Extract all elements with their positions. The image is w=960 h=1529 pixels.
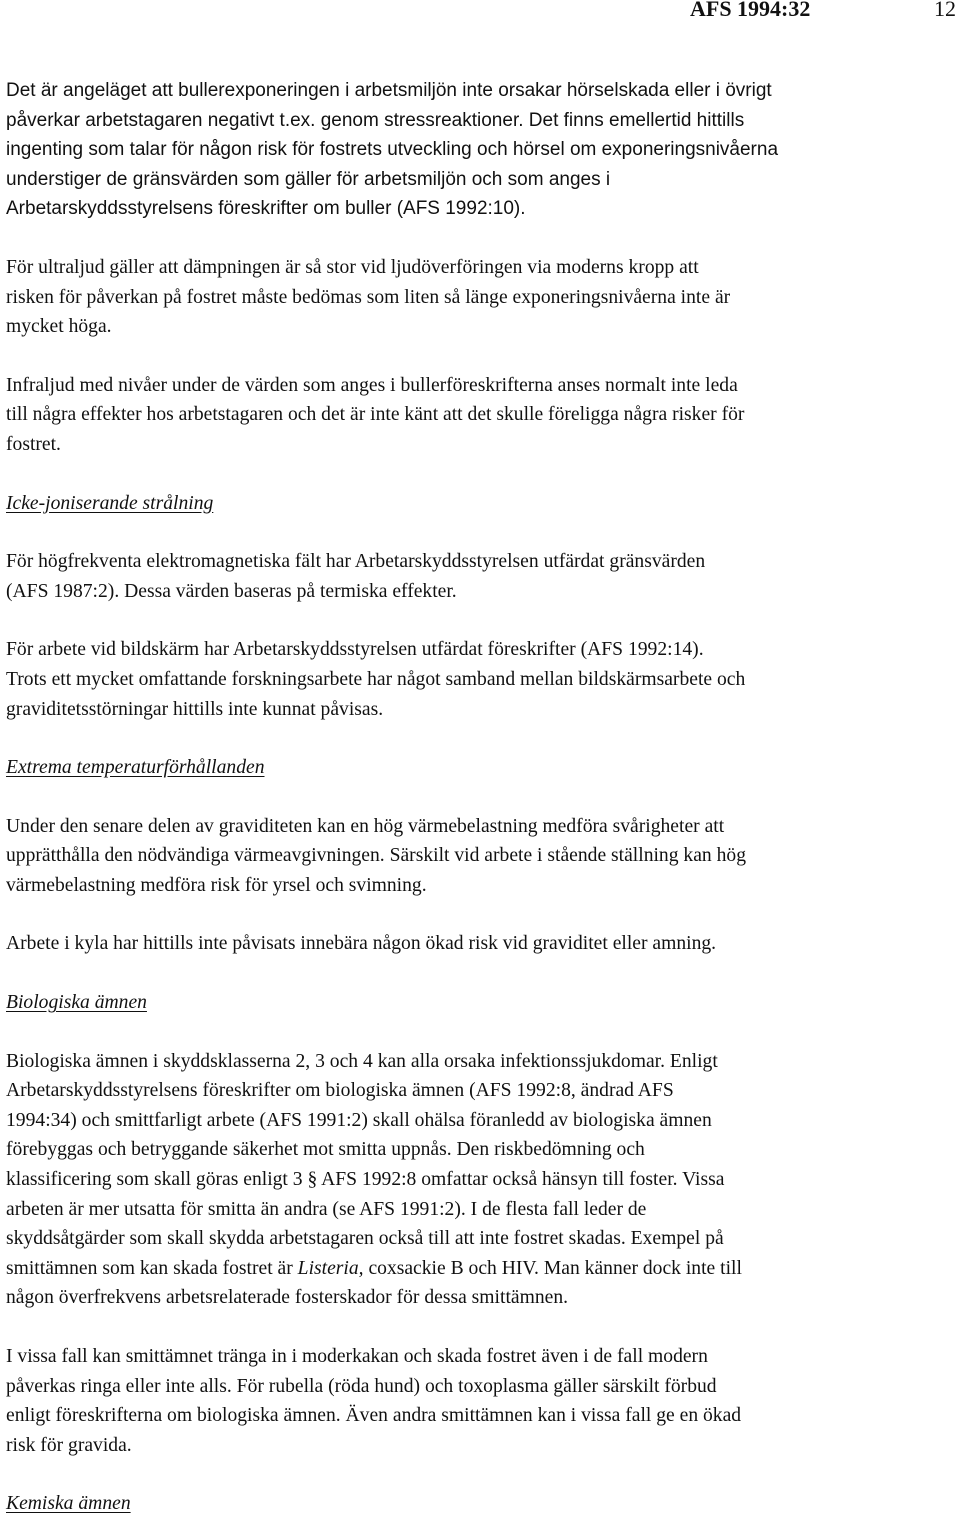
kyla-paragraph: [6, 929, 954, 959]
ultraljud-paragraph: [6, 253, 954, 342]
biologiska-line-3: 1994:34) och smittfarligt arbete (AFS 1991:2) skall ohälsa föranledd av biologiska ämnen: [6, 1109, 712, 1131]
intro-paragraph: [6, 76, 954, 224]
infraljud-line-1: Infraljud med nivåer under de värden som anges i bullerföreskrifterna anses normalt inte leda: [6, 374, 738, 396]
infraljud-paragraph: [6, 371, 954, 460]
intro-line-5: Arbetarskyddsstyrelsens föreskrifter om buller (AFS 1992:10).: [6, 198, 526, 220]
biologiska-paragraph: [6, 1047, 954, 1313]
moderkaka-line-2: påverkas ringa eller inte alls. För rubella (röda hund) och toxoplasma gäller särskilt förbud: [6, 1375, 717, 1397]
biologiska-line-8-start: smittämnen som kan skada fostret är: [6, 1257, 298, 1279]
varme-paragraph: [6, 812, 954, 901]
page-header: [0, 0, 960, 28]
intro-line-1: Det är angeläget att bullerexponeringen i arbetsmiljön inte orsakar hörselskada eller i övrigt: [6, 80, 772, 101]
bildskarm-paragraph: [6, 635, 954, 724]
intro-line-2: påverkar arbetstagaren negativt t.ex. genom stressreaktioner. Det finns emellertid hittills: [6, 109, 745, 131]
ultraljud-line-1: För ultraljud gäller att dämpningen är så stor vid ljudöverföringen via moderns kropp att: [6, 256, 699, 278]
hogfrekventa-line-2: (AFS 1987:2). Dessa värden baseras på termiska effekter.: [6, 580, 457, 602]
intro-line-4: understiger de gränsvärden som gäller för arbetsmiljön och som anges i: [6, 168, 611, 190]
varme-line-1: Under den senare delen av graviditeten kan en hög värmebelastning medföra svårigheter att: [6, 815, 725, 837]
section-heading-kemiska: Kemiska ämnen: [6, 1493, 131, 1515]
hogfrekventa-paragraph: [6, 547, 954, 606]
moderkaka-line-4: risk för gravida.: [6, 1434, 132, 1456]
moderkaka-line-3: enligt föreskrifterna om biologiska ämnen. Även andra smittämnen kan i vissa fall ge en ökad: [6, 1405, 742, 1427]
kyla-line-1: Arbete i kyla har hittills inte påvisats innebära någon ökad risk vid graviditet eller amning.: [6, 933, 717, 955]
biologiska-line-9: någon överfrekvens arbetsrelaterade fosterskador för dessa smittämnen.: [6, 1287, 569, 1309]
listeria-term: Listeria,: [297, 1257, 364, 1279]
biologiska-line-8-end: coxsackie B och HIV. Man känner dock inte till: [363, 1257, 742, 1279]
section-heading-temperatur: Extrema temperaturförhållanden: [6, 757, 265, 779]
intro-line-3: ingenting som talar för någon risk för fostrets utveckling och hörsel om exponeringsnivåerna: [6, 139, 779, 161]
biologiska-line-6: arbeten är mer utsatta för smitta än andra (se AFS 1991:2). I de flesta fall leder de: [6, 1198, 647, 1220]
biologiska-line-8: [6, 1254, 954, 1284]
infraljud-line-3: fostret.: [6, 433, 61, 455]
section-heading-icke-joniserande: Icke-joniserande strålning: [6, 492, 214, 514]
varme-line-2: upprätthålla den nödvändiga värmeavgivningen. Särskilt vid arbete i stående ställning kan hög: [6, 845, 747, 867]
bildskarm-line-3: graviditetsstörningar hittills inte kunnat påvisas.: [6, 698, 384, 720]
hogfrekventa-line-1: För högfrekventa elektromagnetiska fält har Arbetarskyddsstyrelsen utfärdat gränsvärden: [6, 551, 706, 573]
biologiska-line-4: förebyggas och betryggande säkerhet mot smitta uppnås. Den riskbedömning och: [6, 1139, 645, 1161]
biologiska-line-5: klassificering som skall göras enligt 3 § AFS 1992:8 omfattar också hänsyn till foster. Vissa: [6, 1169, 725, 1191]
document-reference: AFS 1994:32: [690, 0, 811, 21]
ultraljud-line-2: risken för påverkan på fostret måste bedömas som liten så länge exponeringsnivåerna inte är: [6, 286, 731, 308]
moderkaka-line-1: I vissa fall kan smittämnet tränga in i moderkakan och skada fostret även i de fall modern: [6, 1346, 708, 1367]
moderkaka-paragraph: [6, 1342, 954, 1460]
bildskarm-line-1: För arbete vid bildskärm har Arbetarskyddsstyrelsen utfärdat föreskrifter (AFS 1992:14).: [6, 639, 704, 661]
biologiska-line-2: Arbetarskyddsstyrelsens föreskrifter om biologiska ämnen (AFS 1992:8, ändrad AFS: [6, 1080, 674, 1102]
bildskarm-line-2: Trots ett mycket omfattande forskningsarbete har något samband mellan bildskärmsarbete och: [6, 668, 746, 690]
page-number: 12: [934, 0, 956, 21]
infraljud-line-2: till några effekter hos arbetstagaren och det är inte känt att det skulle föreligga några risker för: [6, 404, 745, 426]
biologiska-line-1: Biologiska ämnen i skyddsklasserna 2, 3 och 4 kan alla orsaka infektionssjukdomar. Enligt: [6, 1050, 718, 1072]
ultraljud-line-3: mycket höga.: [6, 316, 112, 338]
varme-line-3: värmebelastning medföra risk för yrsel och svimning.: [6, 874, 427, 896]
document-body: [6, 76, 954, 1519]
biologiska-line-7: skyddsåtgärder som skall skydda arbetstagaren också till att inte fostret skadas. Exempel på: [6, 1228, 724, 1250]
section-heading-biologiska: Biologiska ämnen: [6, 992, 147, 1014]
